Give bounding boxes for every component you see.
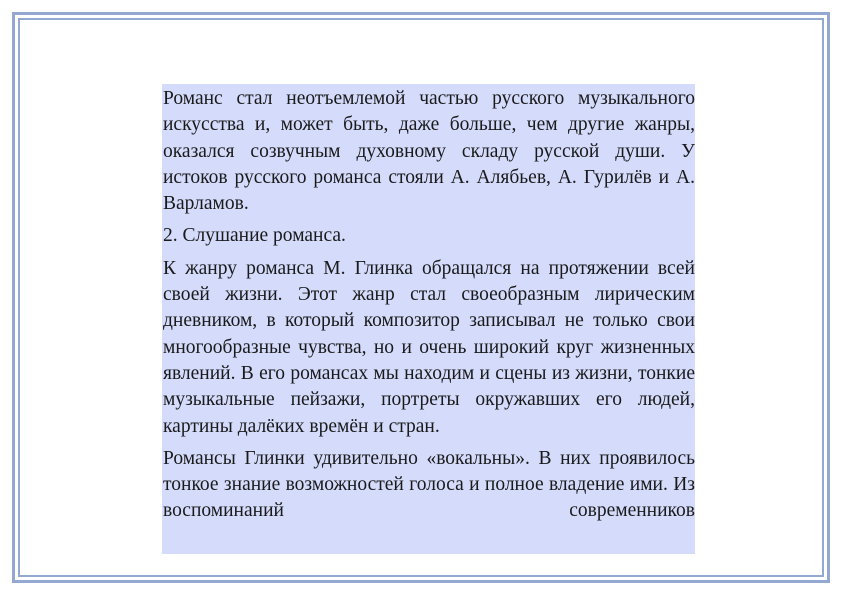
paragraph-vocal: Романсы Глинки удивительно «вокальны». В них проявилось тонкое знание возможностей голоса и полное владение ими. Из воспоминаний современников [163,447,695,522]
text-box [162,84,695,554]
paragraph-heading: 2. Слушание романса. [163,225,346,247]
paragraph-glinka: К жанру романса М. Глинка обращался на протяжении всей своей жизни. Этот жанр стал своеобразным лирическим дневником, в который композитор записывал не только свои многообразные чувства, но и очень широкий круг жизненных явлений. В его романсах мы находим и сцены из жизни, тонкие музыкальные пейзажи, портреты окружавших его людей, картины далёких времён и стран. [163,257,695,437]
paragraph-intro: Романс стал неотъемлемой частью русского музыкального искусства и, может быть, даже больше, чем другие жанры, оказался созвучным духовному складу русской души. У истоков русского романса стояли А. Алябьев, А. Гурилёв и А. Варламов. [163,88,695,215]
